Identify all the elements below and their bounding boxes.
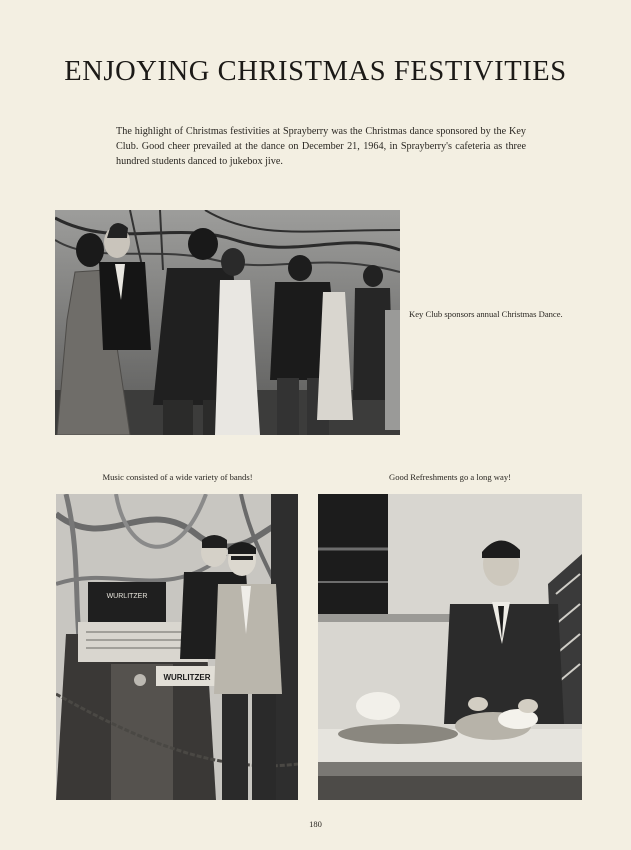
dance-photo (55, 210, 400, 435)
page-title: ENJOYING CHRISTMAS FESTIVITIES (64, 56, 567, 87)
music-caption: Music consisted of a wide variety of bands! (102, 472, 253, 482)
jukebox-brand-bottom: WURLITZER (163, 673, 211, 682)
intro-paragraph: The highlight of Christmas festivities at Sprayberry was the Christmas dance sponsored by the Key Club. Good cheer prevailed at the dance on December 21, 1964, in Sprayberry's cafeteria as three hundred students danced to jukebox jive. (116, 126, 526, 167)
dance-caption: Key Club sponsors annual Christmas Dance. (409, 309, 563, 319)
jukebox-photo-image (56, 494, 298, 800)
refreshments-photo (318, 494, 582, 800)
refreshments-caption: Good Refreshments go a long way! (389, 472, 511, 482)
jukebox-photo (56, 494, 298, 800)
page-number: 180 (309, 819, 322, 829)
jukebox-brand-top: WURLITZER (106, 593, 148, 600)
refreshments-photo-image (318, 494, 582, 800)
dance-photo-image (55, 210, 400, 435)
